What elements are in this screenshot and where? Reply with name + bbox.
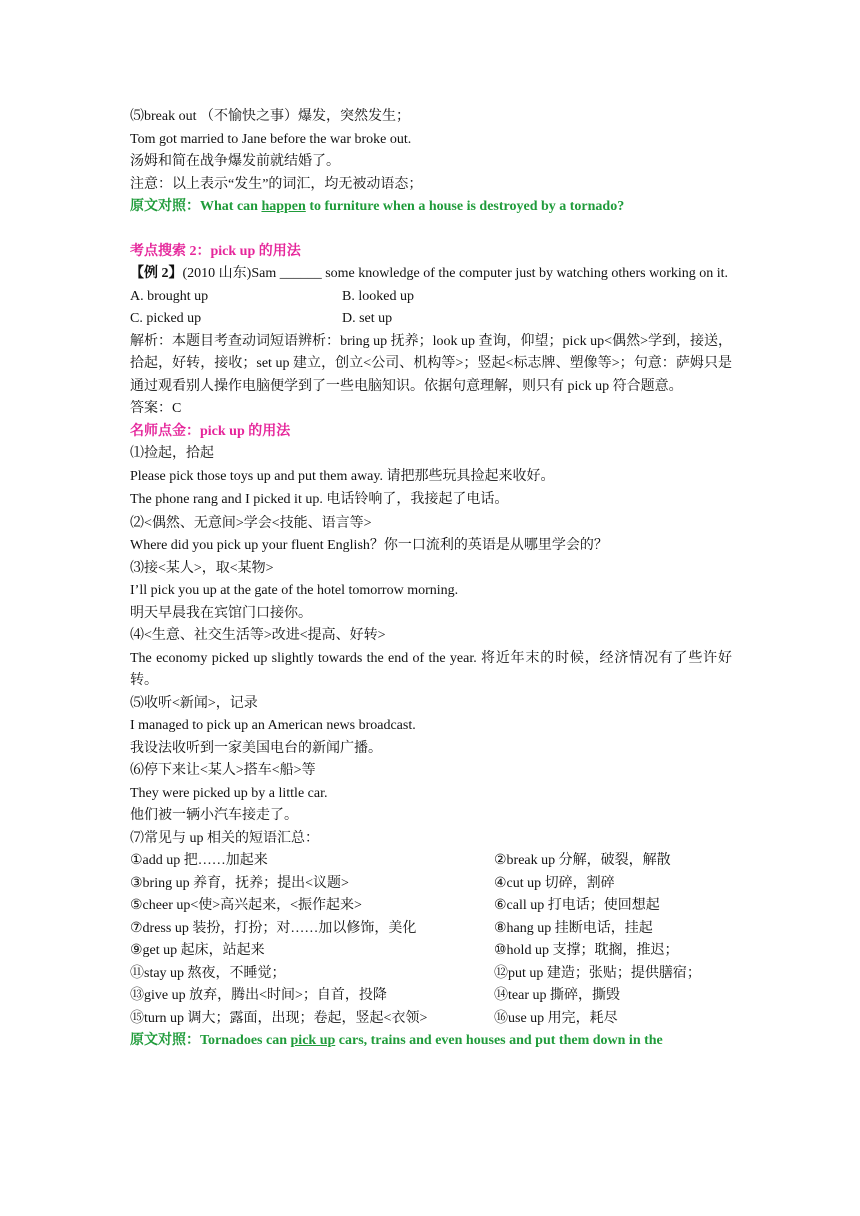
tips-heading: 名师点金：pick up 的用法 <box>130 423 291 439</box>
example-question <box>130 263 732 286</box>
economy-example: The economy picked up slightly towards the end of the year. 将近年末的时候，经济情况有了些许好转。 <box>130 650 732 688</box>
usage-item: 他们被一辆小汽车接走了。 <box>130 808 298 823</box>
phrase-list <box>130 850 732 1030</box>
phrase-item: ③bring up 养育，抚养；提出<议题> <box>130 875 349 891</box>
note-text: 注意：以上表示“发生”的词汇，均无被动语态； <box>130 176 423 192</box>
phrase-item: ②break up 分解，破裂，解散 <box>494 853 671 868</box>
phrase-item: ⑧hang up 挂断电话，挂起 <box>494 920 653 936</box>
option-c: C. picked up <box>130 311 202 326</box>
options-row-2 <box>130 308 732 331</box>
usage-item: ⑷<生意、社交生活等>改进<提高、好转> <box>130 628 386 643</box>
usage-item: I’ll pick you up at the gate of the hotel tomorrow morning. <box>130 583 459 598</box>
compare-suffix: cars, trains and even houses and put them down in the <box>335 1033 663 1048</box>
compare-prefix: 原文对照：What can <box>130 199 262 214</box>
analysis-text: 解析：本题目考查动词短语辨析：bring up 抚养；look up 查询，仰望；pick up<偶然>学到，接送，拾起，好转，接收；set up 建立，创立<公司、机构等>；竖起<标志牌、塑像等>；句意：萨姆只是通过观看别人操作电脑便学到了一些电脑知识。依据句意理解，则只有 pick up 符合题意。 <box>130 333 732 394</box>
phrase-column-left <box>130 850 494 1030</box>
phrase-item: ⑤cheer up<使>高兴起来，<振作起来> <box>130 898 362 913</box>
phrase-item: ⑪stay up 熬夜，不睡觉； <box>130 965 286 981</box>
usage-item: ⑶接<某人>，取<某物> <box>130 560 274 576</box>
compare-keyword: happen <box>261 199 306 214</box>
original-text-compare-1 <box>130 196 732 219</box>
example-translation: 汤姆和简在战争爆发前就结婚了。 <box>130 154 340 169</box>
usage-item: They were picked up by a little car. <box>130 785 328 801</box>
usage-item: ⑺常见与 up 相关的短语汇总： <box>130 830 319 846</box>
phrase-item: ⑭tear up 撕碎，撕毁 <box>494 988 620 1003</box>
usage-item: I managed to pick up an American news broadcast. <box>130 718 416 733</box>
options-row-1 <box>130 286 732 309</box>
phrase-column-right <box>494 850 732 1030</box>
option-b: B. looked up <box>342 288 414 304</box>
example-label: 【例 2】 <box>130 266 183 281</box>
compare-suffix: to furniture when a house is destroyed by a tornado? <box>305 199 625 214</box>
answer-text: 答案：C <box>130 401 182 416</box>
usage-item: ⑵<偶然、无意间>学会<技能、语言等> <box>130 515 372 531</box>
usage-item: 我设法收听到一家美国电台的新闻广播。 <box>130 740 382 756</box>
option-d: D. set up <box>342 311 393 326</box>
usage-item: Please pick those toys up and put them away. 请把那些玩具捡起来收好。 <box>130 468 555 484</box>
compare-prefix: 原文对照：Tornadoes can <box>130 1033 291 1048</box>
usage-item: Where did you pick up your fluent English？你一口流利的英语是从哪里学会的？ <box>130 538 608 553</box>
phrase-item: ⑯use up 用完，耗尽 <box>494 1010 618 1026</box>
document-body <box>130 106 732 1053</box>
phrase-item: ⑩hold up 支撑；耽搁，推迟； <box>494 943 679 958</box>
phrase-item: ⑨get up 起床，站起来 <box>130 943 265 958</box>
example-source: (2010 山东) <box>182 266 252 281</box>
section-heading-pick-up: 考点搜索 2：pick up 的用法 <box>130 243 301 259</box>
compare-keyword: pick up <box>290 1033 336 1048</box>
original-text-compare-2 <box>130 1030 732 1053</box>
usage-item: ⑹停下来让<某人>搭车<船>等 <box>130 763 316 778</box>
phrase-item: ⑬give up 放弃，腾出<时间>；自首，投降 <box>130 988 387 1003</box>
usage-item: ⑴捡起，拾起 <box>130 446 214 461</box>
phrase-item: ④cut up 切碎，割碎 <box>494 875 615 891</box>
phrase-item: ⑦dress up 装扮，打扮；对……加以修饰，美化 <box>130 920 417 936</box>
option-a: A. brought up <box>130 288 209 304</box>
usage-item: 明天早晨我在宾馆门口接你。 <box>130 605 312 621</box>
phrase-item: ⑮turn up 调大；露面，出现；卷起，竖起<衣领> <box>130 1010 428 1026</box>
example-text: Sam ______ some knowledge of the computer just by watching others working on it. <box>251 266 729 281</box>
example-sentence: Tom got married to Jane before the war broke out. <box>130 131 412 147</box>
phrase-item: ⑫put up 建造；张贴；提供膳宿； <box>494 965 701 981</box>
usage-item: ⑸收听<新闻>，记录 <box>130 695 258 711</box>
phrase-item: ⑥call up 打电话；使回想起 <box>494 898 660 913</box>
phrase-item: ①add up 把……加起来 <box>130 853 268 868</box>
usage-item: The phone rang and I picked it up. 电话铃响了，我接起了电话。 <box>130 492 509 507</box>
entry-break-out: ⑸break out （不愉快之事）爆发，突然发生； <box>130 109 410 124</box>
